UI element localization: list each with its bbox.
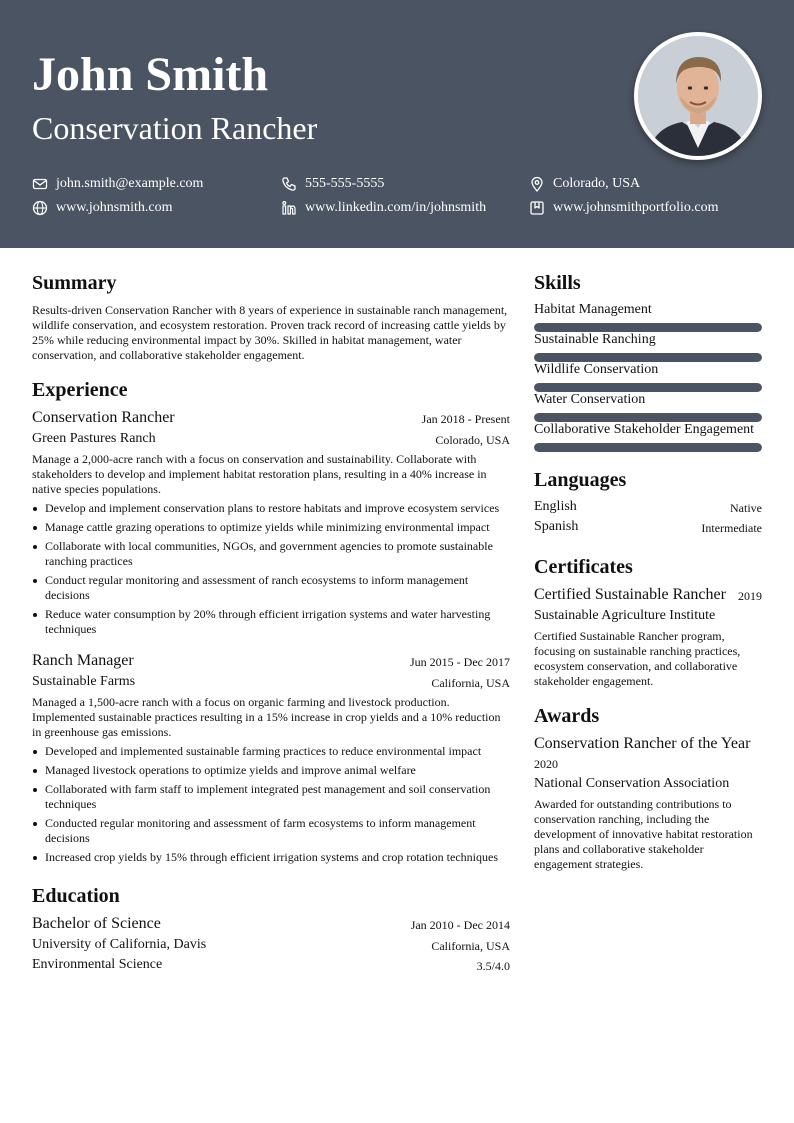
job-2-company: Sustainable Farms <box>32 674 136 689</box>
job-1-dates: Jan 2018 - Present <box>421 412 510 426</box>
list-item: Reduce water consumption by 20% through efficient irrigation systems and water harvesting techniques <box>32 607 512 637</box>
phone-text: 555-555-5555 <box>305 176 385 191</box>
list-item: Increased crop yields by 15% through efficient irrigation systems and crop rotation techniques <box>32 850 512 865</box>
phone-icon <box>281 176 297 192</box>
language-name: English <box>534 499 577 514</box>
contact-portfolio[interactable] <box>529 198 719 218</box>
bookmark-icon <box>529 200 545 216</box>
certificate-issuer: Sustainable Agriculture Institute <box>534 608 716 623</box>
portfolio-text: www.johnsmithportfolio.com <box>553 200 719 215</box>
location-text: Colorado, USA <box>553 176 641 191</box>
list-item: Collaborated with farm staff to implement integrated pest management and soil conservation techniques <box>32 782 512 812</box>
profile-photo <box>634 32 762 160</box>
award-name: Conservation Rancher of the Year <box>534 735 751 752</box>
job-2-role: Ranch Manager <box>32 652 134 669</box>
award-year: 2020 <box>534 757 558 771</box>
education-field: Environmental Science <box>32 957 163 972</box>
skill-name: Sustainable Ranching <box>534 332 656 347</box>
skills-heading: Skills <box>534 272 581 294</box>
job-1-company: Green Pastures Ranch <box>32 431 156 446</box>
list-item: Manage cattle grazing operations to optimize yields while minimizing environmental impact <box>32 520 512 535</box>
job-1-role: Conservation Rancher <box>32 409 175 426</box>
skill-name: Wildlife Conservation <box>534 362 659 377</box>
certificate-description: Certified Sustainable Rancher program, focusing on sustainable ranching practices, ecosystem conservation, and collaborative stakeholder engagement. <box>534 629 741 688</box>
contact-phone[interactable] <box>281 174 384 194</box>
summary-text: Results-driven Conservation Rancher with 8 years of experience in sustainable ranch management, wildlife conservation, and ecosystem restoration. Proven track record of increasing cattle yields by 25% while reducing environmental impact by 30%. Skilled in habitat management, water conservation, and collaborative stakeholder engagement. <box>32 303 508 362</box>
skill-name: Water Conservation <box>534 392 646 407</box>
contact-website[interactable] <box>32 198 173 218</box>
website-text: www.johnsmith.com <box>56 200 173 215</box>
job-1-description: Manage a 2,000-acre ranch with a focus on conservation and sustainability. Collaborate with stakeholders to develop and implement habitat restoration plans, resulting in a 40% increase in native species populations. <box>32 452 487 496</box>
job-1-bullets <box>32 501 512 641</box>
certificate-year: 2019 <box>738 589 762 603</box>
language-name: Spanish <box>534 519 579 534</box>
award-description: Awarded for outstanding contributions to conservation ranching, including the development of innovative habitat restoration plans and collaborative stakeholder engagement strategies. <box>534 797 753 871</box>
contact-location <box>529 174 640 194</box>
list-item: Developed and implemented sustainable farming practices to reduce environmental impact <box>32 744 512 759</box>
skill-name: Habitat Management <box>534 302 652 317</box>
candidate-title: Conservation Rancher <box>32 110 318 146</box>
education-heading: Education <box>32 885 120 907</box>
skill-level-fill <box>534 443 762 452</box>
list-item: Develop and implement conservation plans to restore habitats and improve ecosystem services <box>32 501 512 516</box>
education-location: California, USA <box>431 939 510 953</box>
candidate-name: John Smith <box>32 48 269 101</box>
skill-level-bar <box>534 443 762 452</box>
education-school: University of California, Davis <box>32 937 207 952</box>
experience-heading: Experience <box>32 379 128 401</box>
languages-heading: Languages <box>534 469 627 491</box>
profile-photo-illustration <box>638 36 758 156</box>
language-level: Intermediate <box>701 521 762 535</box>
list-item: Conducted regular monitoring and assessment of farm ecosystems to inform management decisions <box>32 816 512 846</box>
job-2-bullets <box>32 744 512 869</box>
awards-heading: Awards <box>534 705 600 727</box>
education-degree: Bachelor of Science <box>32 915 161 932</box>
globe-icon <box>32 200 48 216</box>
list-item: Managed livestock operations to optimize yields and improve animal welfare <box>32 763 512 778</box>
mail-icon <box>32 176 48 192</box>
language-level: Native <box>730 501 762 515</box>
linkedin-icon <box>281 200 297 216</box>
skill-name: Collaborative Stakeholder Engagement <box>534 422 755 437</box>
contact-linkedin[interactable] <box>281 198 486 218</box>
list-item: Conduct regular monitoring and assessment of ranch ecosystems to inform management decisions <box>32 573 512 603</box>
certificate-name: Certified Sustainable Rancher <box>534 586 726 603</box>
education-gpa: 3.5/4.0 <box>476 959 510 973</box>
job-2-location: California, USA <box>431 676 510 690</box>
job-2-dates: Jun 2015 - Dec 2017 <box>410 655 510 669</box>
list-item: Collaborate with local communities, NGOs, and government agencies to promote sustainable ranching practices <box>32 539 512 569</box>
contact-email[interactable] <box>32 174 203 194</box>
job-2-description: Managed a 1,500-acre ranch with a focus on organic farming and livestock production. Implemented sustainable practices resulting in a 15% increase in crop yields and a 10% reduction in greenhouse gas emissions. <box>32 695 501 739</box>
award-issuer: National Conservation Association <box>534 776 730 791</box>
resume-header <box>0 0 794 248</box>
location-pin-icon <box>529 176 545 192</box>
certificates-heading: Certificates <box>534 556 633 578</box>
summary-heading: Summary <box>32 272 117 294</box>
linkedin-text: www.linkedin.com/in/johnsmith <box>305 200 487 215</box>
email-text: john.smith@example.com <box>56 176 204 191</box>
education-dates: Jan 2010 - Dec 2014 <box>410 918 510 932</box>
job-1-location: Colorado, USA <box>435 433 510 447</box>
